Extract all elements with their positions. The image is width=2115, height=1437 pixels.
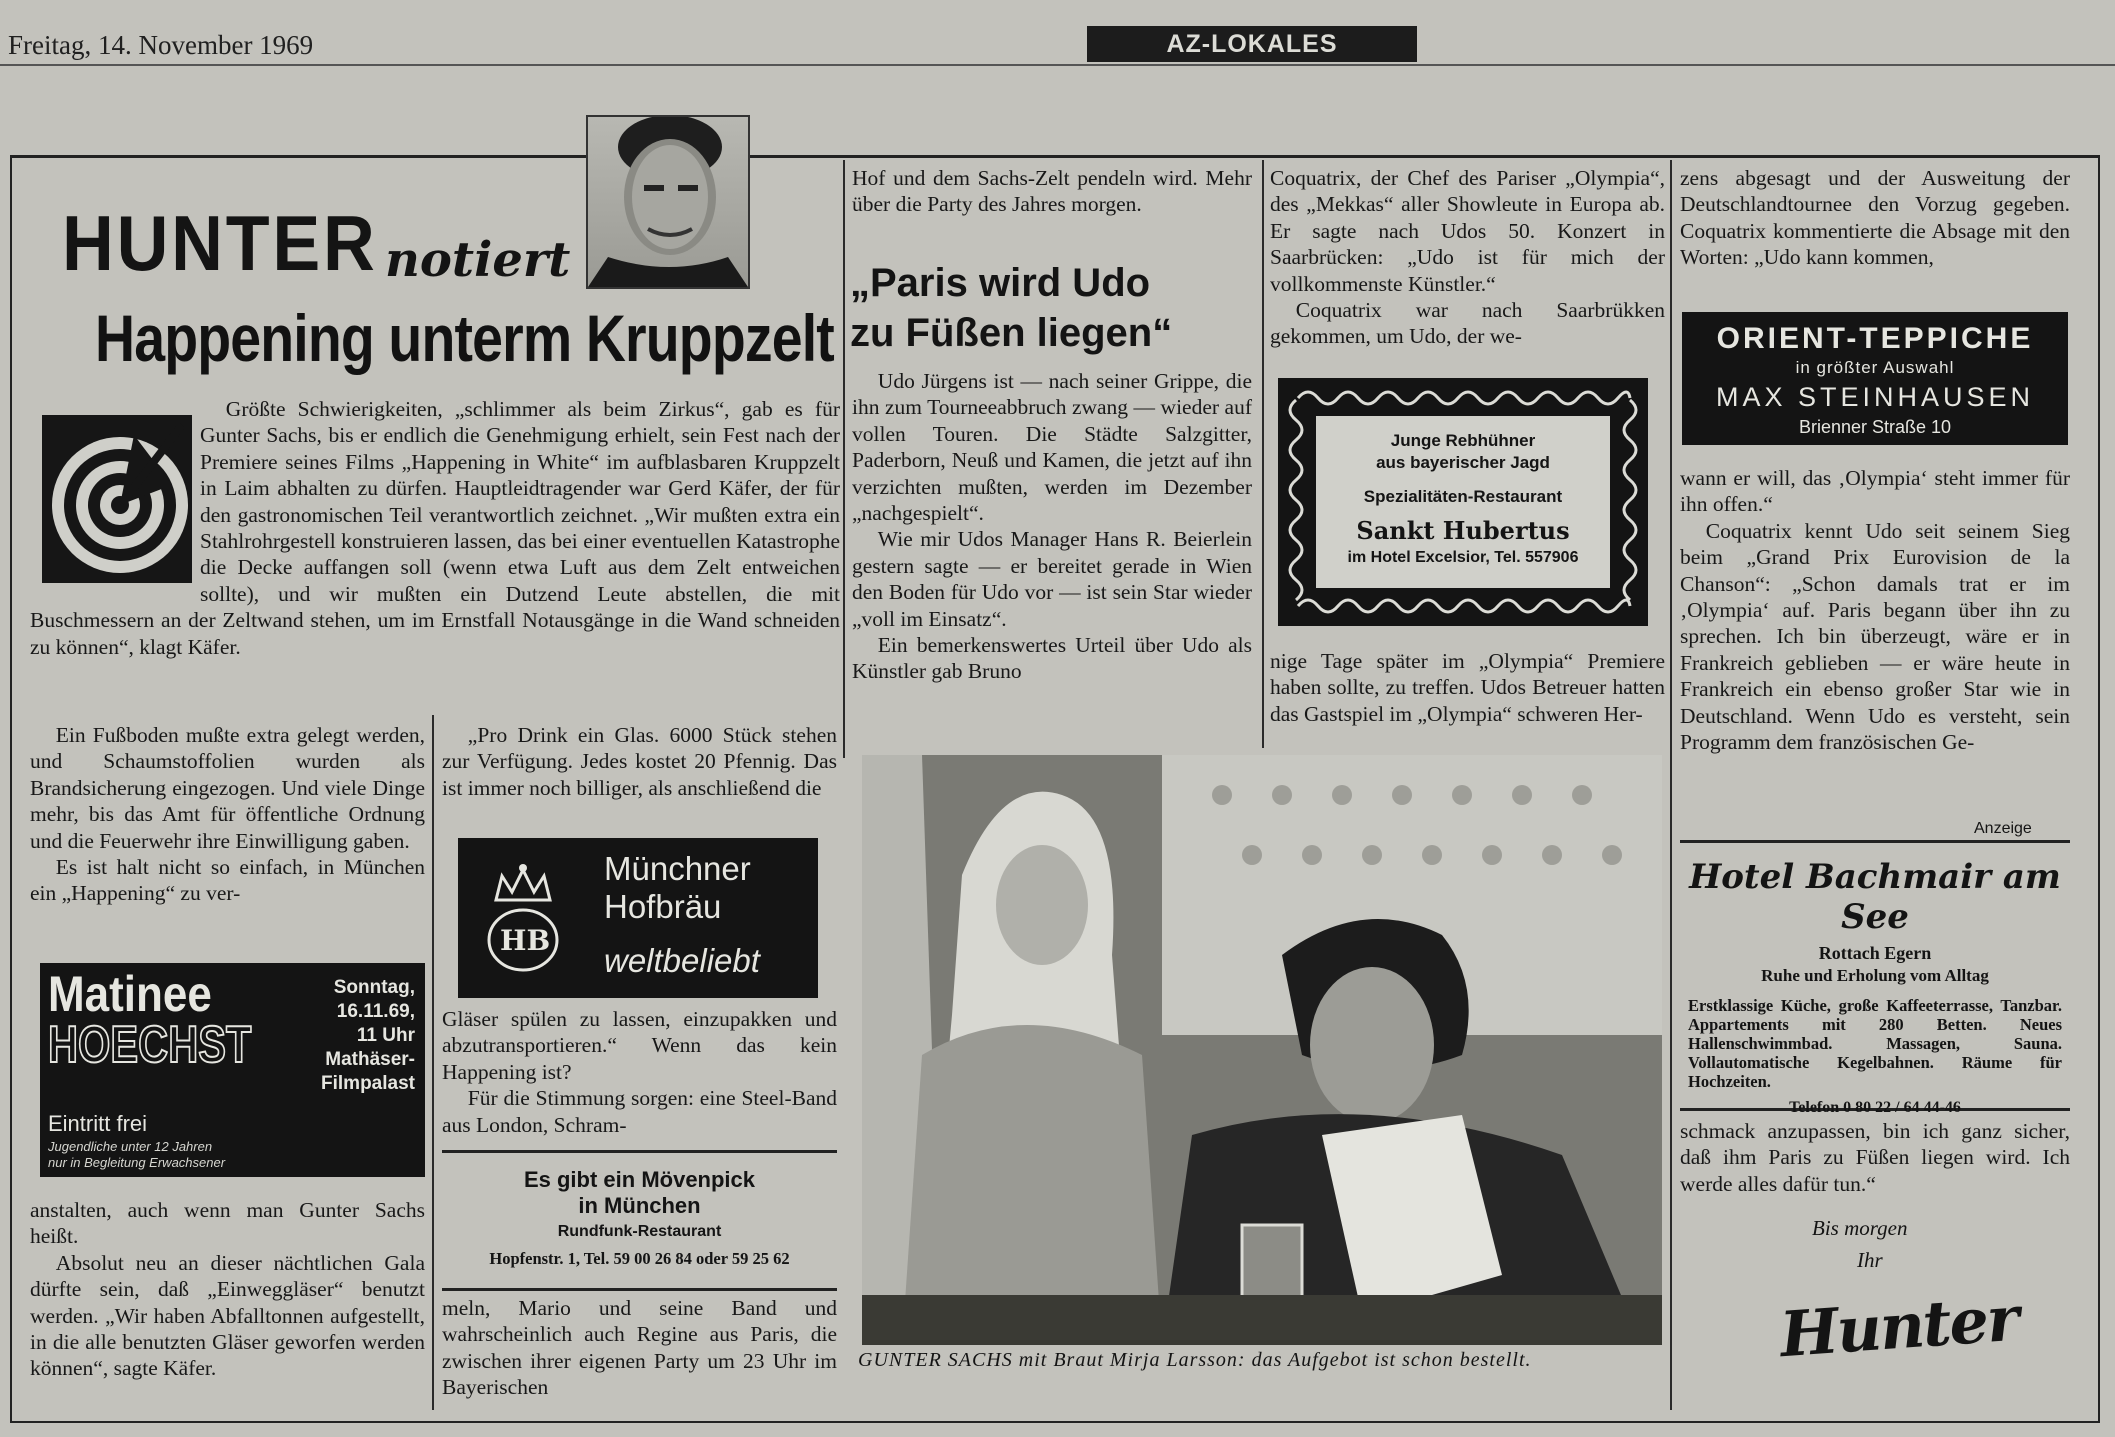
- article1-paragraph: Ein Fußboden mußte extra gelegt werden, und Schaumstoffolien wurden als Brandsicherung eingezogen. Und viele Dinge mehr, bis das Amt für öffentliche Ordnung und die Feuerwehr ihre Einwilligung gaben.: [30, 723, 425, 853]
- article1-col2-top: [442, 722, 837, 801]
- ad-hotel-bachmair: [1680, 840, 2070, 1116]
- article1-paragraph: Es ist halt nicht so einfach, in München ein „Happening“ zu ver-: [30, 855, 425, 906]
- ad-matinee-note: nur in Begleitung Erwachsener: [48, 1155, 226, 1170]
- ad-hubertus-line: Junge Rebhühner: [1390, 431, 1536, 450]
- ad-hubertus-name: Sankt Hubertus: [1356, 516, 1570, 545]
- article1-paragraph: Absolut neu an dieser nächtlichen Gala dürfte sein, daß „Einweggläser“ benutzt werden. „Wir haben Abfalltonnen aufgestellt, in die alle benutzten Gläser geworfen werden können“, sagte Käfer.: [30, 1250, 425, 1381]
- article2-headline-line: zu Füßen liegen“: [850, 311, 1173, 355]
- article2-paragraph: zens abgesagt und der Ausweitung der Deutschlandtournee den Vorzug gegeben. Coquatrix kommentierte die Absage mit den Worten: „Udo kann kommen,: [1680, 166, 2070, 270]
- ad-moevenpick-line: Rundfunk-Restaurant: [557, 1223, 722, 1240]
- ad-hubertus-line: Spezialitäten-Restaurant: [1363, 487, 1563, 506]
- article2-paragraph: Coquatrix war nach Saarbrükken gekommen, um Udo, der we-: [1270, 298, 1665, 349]
- section-banner: AZ-LOKALES: [1087, 26, 1417, 62]
- main-headline: Happening unterm Kruppzelt: [95, 301, 834, 375]
- article2-headline: [850, 258, 1172, 358]
- ad-hubertus-line: im Hotel Excelsior, Tel. 557906: [1347, 549, 1579, 566]
- article2-paragraph: Udo Jürgens ist — nach seiner Grippe, die ihn zum Tourneeabbruch zwang — wieder auf vollen Touren. Die Städte Salzgitter, Paderborn, Neuß und Kamen, die jetzt auf ihn verzichten mußten, werden im Dezember „nachgespielt“.: [852, 369, 1252, 526]
- article2-paragraph: schmack anzupassen, bin ich ganz sicher, daß ihm Paris zu Füßen liegen wird. Ich werde alles dafür tun.“: [1680, 1119, 2070, 1196]
- article2-paragraph: Wie mir Udos Manager Hans R. Beierlein gestern sagte — er bereitet gerade in Wien den Boden für Udo vor — ist sein Star wieder „voll im Einsatz“.: [852, 527, 1252, 631]
- ad-hubertus-text: [1316, 430, 1610, 567]
- article1-col2-bottom: [442, 1295, 837, 1401]
- article1-paragraph: Hof und dem Sachs-Zelt pendeln wird. Mehr über die Party des Jahres morgen.: [852, 166, 1252, 217]
- ad-bachmair-name: Hotel Bachmair am See: [1689, 857, 2061, 937]
- article2-headline-line: „Paris wird Udo: [850, 261, 1151, 305]
- ad-bachmair-tagline: Ruhe und Erholung vom Alltag: [1761, 966, 1989, 985]
- article2-col5-mid: [1680, 465, 2070, 755]
- article1-paragraph: Gläser spülen zu lassen, einzupakken und abzutransportieren.“ Wenn das kein Happening ist?: [442, 1007, 837, 1084]
- article2-col4-top: [1270, 165, 1665, 350]
- column-rule-4: [1670, 160, 1672, 1410]
- ad-bachmair-phone: Telefon 0 80 22 / 64 44-46: [1789, 1099, 1961, 1116]
- ad-matinee-time: 11 Uhr: [356, 1025, 415, 1046]
- ad-matinee-venue: Filmpalast: [321, 1073, 415, 1094]
- column-notiert: notiert: [385, 232, 571, 288]
- article1-col1-top: [30, 722, 425, 907]
- hunter-signature: Hunter: [1777, 1281, 2020, 1372]
- ad-anzeige-label: Anzeige: [1974, 820, 2032, 837]
- closing-line: Ihr: [1857, 1248, 1883, 1272]
- article2-paragraph: Coquatrix, der Chef des Pariser „Olympia“, des „Mekkas“ aller Showleute in Europa ab. Er sagte nach Udos 50. Konzert in Saarbrücken: „Udo ist für mich der vollkommenste Künstler.“: [1270, 166, 1665, 296]
- article1-paragraph: anstalten, auch wenn man Gunter Sachs heißt.: [30, 1198, 425, 1249]
- article2-col4-bottom: [1270, 648, 1665, 727]
- ad-matinee-hoechst: [40, 963, 425, 1177]
- ad-hofbraeu-line: Hofbräu: [604, 888, 722, 925]
- crown-icon: [478, 858, 568, 978]
- article2-paragraph: wann er will, das ‚Olympia‘ steht immer für ihn offen.“: [1680, 466, 2070, 517]
- article2-col5-bottom: [1680, 1118, 2070, 1197]
- ad-bachmair-text: Erstklassige Küche, große Kaffeeterrasse, Tanzbar. Appartements mit 280 Betten. Neues Hallenschwimmbad. Massagen, Sauna. Vollautomatische Kegelbahnen. Räume für Hochzeiten.: [1688, 996, 2062, 1091]
- ad-moevenpick-line: Es gibt ein Mövenpick: [523, 1167, 756, 1192]
- ad-orient-line: ORIENT-TEPPICHE: [1716, 322, 2034, 355]
- ad-hofbraeu-logo: HB: [500, 924, 551, 957]
- ad-bachmair-place: Rottach Egern: [1818, 943, 1932, 963]
- article2-paragraph: nige Tage später im „Olympia“ Premiere haben sollte, zu treffen. Udos Betreuer hatten das Gastspiel im „Olympia“ schweren Her-: [1270, 649, 1665, 726]
- ad-matinee-title: Matinee: [48, 966, 212, 1022]
- column-rule-3: [1262, 160, 1264, 748]
- ad-matinee-brand: HOECHST: [48, 1016, 252, 1074]
- ad-orient-line: Brienner Straße 10: [1798, 417, 1952, 437]
- column-rule-1: [432, 715, 434, 1410]
- ad-sankt-hubertus: [1278, 378, 1648, 626]
- ad-hofbraeu-line: Münchner: [604, 850, 751, 887]
- column-rule-2: [843, 160, 845, 758]
- masthead-rule: [0, 64, 2115, 66]
- ad-matinee-day: Sonntag,: [333, 977, 415, 998]
- article1-intro-text: Größte Schwierigkeiten, „schlimmer als beim Zirkus“, gab es für Gunter Sachs, bis er endlich die Genehmigung erhielt, sein Fest nach der Premiere seines Films „Happening in White“ im aufblasbaren Kruppzelt in Laim abhalten zu dürfen. Hauptleidtragender war Gerd Käfer, der für den gastronomischen Teil verantwortlich zeichnet. „Wir mußten extra ein Stahlrohrgestell konstruieren lassen, das bei einer eventuellen Katastrophe die Decke auffangen soll (wenn etwa Luft aus dem Zelt entweichen sollte), und wir mußten ein Dutzend Leute abstellen, die mit Buschmessern an der Zeltwand stehen, um im Ernstfall Notausgänge in die Wand schneiden zu können“, klagt Käfer.: [30, 397, 840, 659]
- ad-hofbraeu: [458, 838, 818, 998]
- ad-matinee-date: 16.11.69,: [336, 1001, 415, 1022]
- article1-paragraph: meln, Mario und seine Band und wahrscheinlich auch Regine aus Paris, die zwischen ihrer eigenen Party um 23 Uhr im Bayerischen: [442, 1296, 837, 1400]
- ad-orient-line: in größter Auswahl: [1795, 358, 1955, 377]
- article1-col3-top: [852, 165, 1252, 218]
- photo-sachs-larsson: [862, 755, 1662, 1345]
- article2-paragraph: Coquatrix kennt Udo seit seinem Sieg beim „Grand Prix Eurovision de la Chanson“: „Schon damals trat er im ‚Olympia‘ auf. Paris begann über ihn zu sprechen. Ich bin überzeugt, wäre er in Frankreich geblieben — er wäre heute in Frankreich ein ebenso großer Star wie in Deutschland. Wenn Udo es versteht, sein Programm dem französischen Ge-: [1680, 518, 2070, 755]
- article1-paragraph: „Pro Drink ein Glas. 6000 Stück stehen zur Verfügung. Jedes kostet 20 Pfennig. Das ist immer noch billiger, als anschließend die: [442, 723, 837, 800]
- article1-col1-bottom: [30, 1197, 425, 1382]
- article2-col3: [852, 368, 1252, 685]
- ad-hubertus-line: aus bayerischer Jagd: [1376, 453, 1550, 472]
- ad-matinee-entry: Eintritt frei: [48, 1111, 148, 1136]
- masthead-date: Freitag, 14. November 1969: [8, 30, 314, 60]
- column-name: HUNTER: [62, 199, 378, 287]
- article1-paragraph: Für die Stimmung sorgen: eine Steel-Band aus London, Schram-: [442, 1086, 837, 1137]
- article2-paragraph: Ein bemerkenswertes Urteil über Udo als Künstler gab Bruno: [852, 633, 1252, 684]
- closing-line: Bis morgen: [1812, 1216, 1908, 1240]
- ad-moevenpick-address: Hopfenstr. 1, Tel. 59 00 26 84 oder 59 25 62: [489, 1249, 790, 1268]
- ad-matinee-venue: Mathäser-: [325, 1049, 415, 1070]
- photo-caption: GUNTER SACHS mit Braut Mirja Larsson: das Aufgebot ist schon bestellt.: [858, 1349, 1532, 1371]
- author-portrait: [586, 115, 750, 289]
- ad-orient-teppiche: [1682, 312, 2068, 445]
- ad-orient-line: MAX STEINHAUSEN: [1715, 382, 2035, 412]
- ad-matinee-note: Jugendliche unter 12 Jahren: [48, 1139, 213, 1154]
- article1-col2-mid: [442, 1006, 837, 1138]
- ad-hofbraeu-slogan: weltbeliebt: [604, 942, 760, 979]
- article2-col5-top: [1680, 165, 2070, 271]
- article1-intro: [30, 396, 840, 660]
- ad-moevenpick-line: in München: [578, 1193, 701, 1218]
- ad-moevenpick: [442, 1150, 837, 1291]
